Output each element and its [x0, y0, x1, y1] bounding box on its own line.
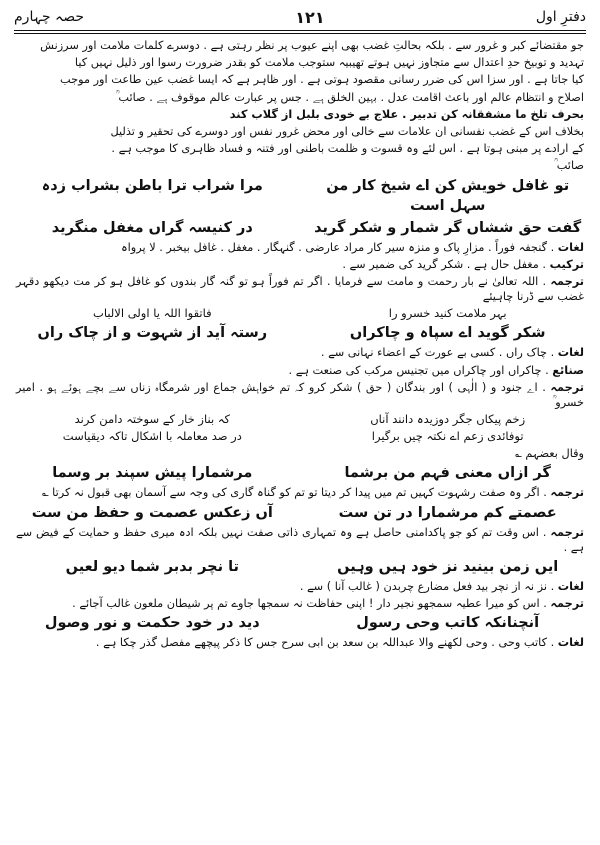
page-header — [14, 6, 586, 28]
gloss-label: لغات — [557, 580, 584, 594]
verse-left: مرا شراب ترا باطن بشراب زدہ — [41, 177, 263, 194]
verse-left: تا نچر بدبر شما دیو لعیں — [65, 559, 239, 576]
gloss-block: ترجمہ . اللہ تعالیٰ نے بار رحمت و مامت سے فرمایا . اگر تم فوراً ہو تو گنہ گار بندوں کو غافل ہو کر مت دیکھو دقہر غضب سے ڈرنا چاہیئے — [16, 275, 584, 304]
verse-left: رستہ آید از شہوت و از چاک راں — [37, 325, 268, 342]
gloss-text: گنجفہ فوراً . مزارِ پاک و منزہ سیر کار مراد عارضی . گنہگار . مغفل . غافل بیخبر . لا پرواہ — [121, 240, 547, 254]
gloss-label: ترجمہ — [550, 525, 584, 539]
text-line: کیا جاتا ہے . اور سزا اس کی ضرر رسانی مقصود ہوتی ہے . اور ظاہر ہے کہ ایسا غضب عین طاعت اور موجب — [60, 73, 584, 87]
gloss-label: ترجمہ — [550, 380, 584, 394]
verse-left: کہ بناز خار کے سوختہ دامن کرند — [74, 412, 231, 427]
gloss-label: ترجمہ — [550, 275, 584, 289]
gloss-block: لغات . نز نہ از نچر بید فعل مضارع چربدن ( غالب آنا ) سے . — [299, 580, 584, 594]
gloss-block: ترجمہ . اس وقت تم کو جو پاکدامنی حاصل ہے وہ تمہاری ذاتی صفت نہیں بلکہ ادہ میری حفظ و حمایت کے فیض سے ہے . — [16, 525, 584, 554]
verse-right: گفت حق ششاں گر شمار و شکر گرید — [314, 219, 582, 236]
verse-couplet — [16, 218, 584, 238]
verse-left: در کنیسہ گراں مغفل منگرید — [51, 219, 253, 236]
gloss-text: چاک راں . کسی بے عورت کے اعضاء نہانی سے . — [320, 346, 547, 360]
gloss-label: ترکیب — [549, 257, 584, 271]
verse-right: تو غافل خویش کن اے شیخ کار من سہل است — [326, 177, 570, 214]
verse-couplet — [16, 323, 584, 343]
gloss-block: لغات . گنجفہ فوراً . مزارِ پاک و منزہ سیر کار مراد عارضی . گنہگار . مغفل . غافل بیخبر . لا پرواہ — [121, 240, 584, 254]
gloss-block: ترجمہ . اے جنود و ( الٰہی ) اور بندگان ( حق ) شکر کرو کہ تم خواہش جماع اور شرمگاہ زناں سے بچے ہوئے ہو . امیر خسرو ؒ — [16, 380, 584, 410]
gloss-label: لغات — [557, 240, 584, 254]
verse-left: آں زعکس عصمت و حفظ من ست — [31, 504, 273, 521]
verse-couplet — [16, 412, 584, 427]
verse-couplet — [16, 503, 584, 523]
verse-couplet — [16, 613, 584, 633]
verse-right: ایں زمن بینید نز خود ہیں وہیں — [337, 559, 559, 576]
verse-couplet — [16, 463, 584, 483]
verse-right: شکر گوید اے سپاہ و چاکراں — [349, 325, 546, 342]
verse-right: عصمتے کم مرشمارا در تن ست — [338, 504, 557, 521]
verse-left: فاتقوا اللہ یا اولی الالباب — [93, 306, 212, 321]
gloss-text: اللہ تعالیٰ نے بار رحمت و مامت سے فرمایا . اگر تم فوراً ہو تو گنہ گار بندوں کو غافل ہو کر مت دیکھو دقہر غضب سے ڈرنا چاہیئے — [16, 275, 584, 304]
verse-left: دید در خود حکمت و نور وصول — [44, 615, 260, 632]
gloss-block: ترکیب . مغفل حال ہے . شکر گرید کی ضمیر سے . — [342, 257, 584, 271]
gloss-text: اس وقت تم کو جو پاکدامنی حاصل ہے وہ تمہاری ذاتی صفت نہیں بلکہ ادہ میری حفظ و حمایت کے فیض سے ہے . — [16, 525, 584, 554]
gloss-block: ترجمہ . اگر وہ صفت رشہوت کہیں تم میں پیدا کر دیتا تو تم کو گناہ گاری کی وجہ سے آسمان بھی قبول نہ کرتا ؎ — [41, 486, 584, 500]
page-body — [16, 38, 584, 839]
verse-right: گر ازاں معنی فہم من برشما — [344, 465, 551, 482]
gloss-text: نز نہ از نچر بید فعل مضارع چربدن ( غالب آنا ) سے . — [299, 580, 547, 594]
verse-left: در صد معاملہ با اشکال تاکہ دیقیاست — [62, 429, 242, 444]
gloss-text: مغفل حال ہے . شکر گرید کی ضمیر سے . — [342, 257, 539, 271]
verse-couplet — [16, 176, 584, 216]
text-line: بحرف تلخ ما مشفقانہ کن تدبیر . علاج بے خودی بلبل از گلاب کند — [229, 107, 584, 121]
gloss-label: لغات — [557, 636, 584, 650]
gloss-block: لغات . چاک راں . کسی بے عورت کے اعضاء نہانی سے . — [320, 346, 584, 360]
verse-right: توفائدی زعم اے نکتہ چیں برگیرا — [371, 429, 524, 444]
gloss-label: صنائع — [552, 363, 584, 377]
header-right-title: دفترِ اول — [535, 9, 586, 25]
text-line: تہدید و توبیخ حدِ اعتدال سے متجاوز نہیں ہوتے تھیبیہ ستوجب ملامت کو بقدر ضرورت رسوا اور ذلیل نہیں کیا — [74, 56, 584, 70]
gloss-text: اس کو میرا عطیہ سمجھو نجیر دار ! اپنی حفاظت نہ سمجھا جاوے تم پر شیطان ملعون غالب آجائے . — [72, 597, 540, 611]
gloss-text: کاتب وحی . وحی لکھنے والا عبداللہ بن سعد بن ابی سرح جس کا ذکر پیچھے مفصل گذر چکا ہے . — [95, 636, 547, 650]
verse-left: مرشمارا پیش سپند بر وسما — [52, 465, 253, 482]
gloss-block: لغات . کاتب وحی . وحی لکھنے والا عبداللہ بن سعد بن ابی سرح جس کا ذکر پیچھے مفصل گذر چکا ہے . — [95, 636, 584, 650]
verse-right: آنچنانکہ کاتب وحی رسول — [356, 615, 540, 632]
verse-couplet — [16, 306, 584, 321]
header-rule-secondary — [14, 33, 586, 34]
verse-right: زخم پیکاں جگر دوزیدہ دانند آناں — [370, 412, 526, 427]
verse-couplet — [16, 429, 584, 444]
text-line: اصلاح و انتظام عالم اور باعث اقامت عدل . بہین الخلق ہے . جس پر عبارت عالم موقوف ہے . صائب ؒ — [115, 90, 584, 104]
gloss-text: اے جنود و ( الٰہی ) اور بندگان ( حق ) شکر کرو کہ تم خواہش جماع اور شرمگاہ زناں سے بچے ہوئے ہو . امیر خسرو ؒ — [16, 380, 584, 410]
gloss-block: ترجمہ . اس کو میرا عطیہ سمجھو نجیر دار ! اپنی حفاظت نہ سمجھا جاوے تم پر شیطان ملعون غالب آجائے . — [72, 597, 584, 611]
gloss-label: ترجمہ — [550, 486, 584, 500]
text-line: جو مقتضائے کبر و غرور سے . بلکہ بحالتِ غضب بھی اپنے عیوب پر نظر رہتی ہے . دوسرے کلمات ملامت اور سرزنش — [40, 39, 584, 52]
gloss-label: ترجمہ — [550, 597, 584, 611]
gloss-label: لغات — [557, 346, 584, 360]
text-line: کے ارادے پر مبنی ہوتا ہے . اس لئے وہ قسوت و ظلمت باطنی اور فتنہ و فساد ظاہری کا موجب ہے . — [111, 142, 584, 156]
gloss-block: صنائع . چاکراں اور چاکراں میں تجنیس مرکب کی صنعت ہے . — [288, 363, 584, 377]
page-number: ۱۲۱ — [295, 7, 325, 27]
side-note: وقال بعضہم ؎ — [515, 447, 584, 461]
header-left-title: حصہ چہارم — [14, 9, 85, 25]
gloss-text: چاکراں اور چاکراں میں تجنیس مرکب کی صنعت ہے . — [288, 363, 542, 377]
header-rule — [14, 30, 586, 31]
verse-couplet — [16, 557, 584, 577]
text-line: بخلاف اس کے غضب نفسانی ان علامات سے خالی اور محض غرور نفس اور دوسرے کی تحقیر و تذلیل — [110, 125, 584, 139]
verse-right: بہر ملامت کنید خسرو را — [388, 306, 507, 321]
text-line: صائب ؒ — [553, 159, 584, 173]
gloss-text: اگر وہ صفت رشہوت کہیں تم میں پیدا کر دیتا تو تم کو گناہ گاری کی وجہ سے آسمان بھی قبول نہ کرتا ؎ — [41, 486, 540, 500]
